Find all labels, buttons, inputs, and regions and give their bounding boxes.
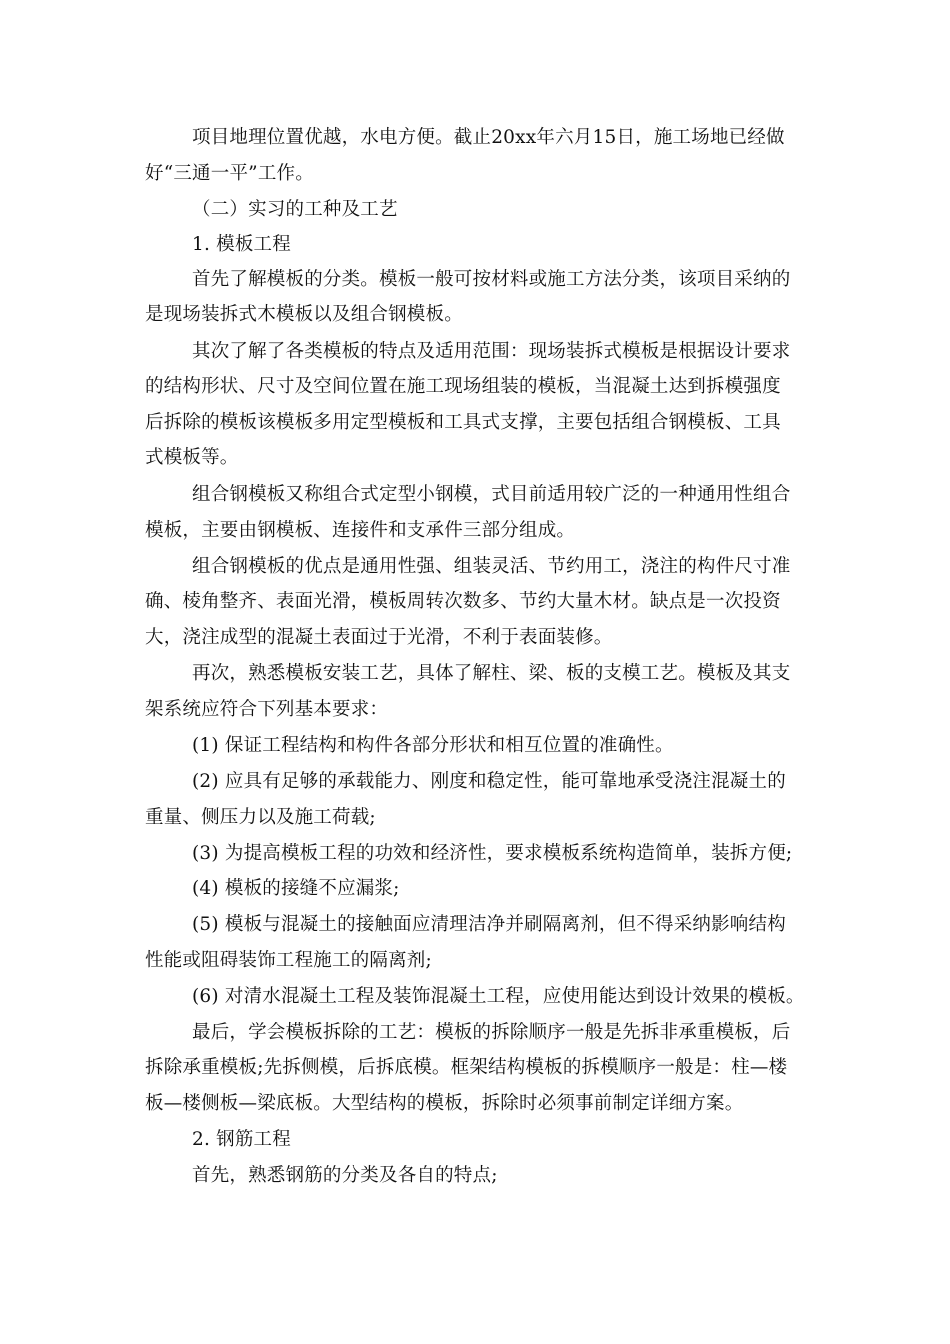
paragraph-line: 再次，熟悉模板安装工艺，具体了解柱、梁、板的支模工艺。模板及其支 [192,663,791,684]
paragraph-line: 好“三通一平”工作。 [145,163,314,184]
paragraph-line: 重量、侧压力以及施工荷载; [145,807,376,828]
paragraph-line: 拆除承重模板;先拆侧模，后拆底模。框架结构模板的拆模顺序一般是：柱—楼 [145,1057,788,1078]
list-item: (2) 应具有足够的承载能力、刚度和稳定性，能可靠地承受浇注混凝土的 [192,771,786,792]
paragraph-line: 式模板等。 [145,447,239,468]
list-item: (1) 保证工程结构和构件各部分形状和相互位置的准确性。 [192,735,674,756]
paragraph-line: 确、棱角整齐、表面光滑，模板周转次数多、节约大量木材。缺点是一次投资 [145,591,781,612]
paragraph-line: 板—楼侧板—梁底板。大型结构的模板，拆除时必须事前制定详细方案。 [145,1093,744,1114]
paragraph-line: 大，浇注成型的混凝土表面过于光滑，不利于表面装修。 [145,627,613,648]
list-item: (5) 模板与混凝土的接触面应清理洁净并刷隔离剂，但不得采纳影响结构 [192,914,786,935]
subsection-heading: 2. 钢筋工程 [192,1129,291,1150]
paragraph-line: 是现场装拆式木模板以及组合钢模板。 [145,304,463,325]
paragraph-line: 后拆除的模板该模板多用定型模板和工具式支撑，主要包括组合钢模板、工具 [145,412,781,433]
paragraph-line: 首先了解模板的分类。模板一般可按材料或施工方法分类，该项目采纳的 [192,269,791,290]
paragraph-line: 其次了解了各类模板的特点及适用范围：现场装拆式模板是根据设计要求 [192,341,791,362]
paragraph-line: 的结构形状、尺寸及空间位置在施工现场组装的模板，当混凝土达到拆模强度 [145,376,781,397]
paragraph-line: 组合钢模板的优点是通用性强、组装灵活、节约用工，浇注的构件尺寸准 [192,556,791,577]
paragraph-line: 项目地理位置优越，水电方便。截止20xx年六月15日，施工场地已经做 [192,127,785,148]
paragraph-line: 模板，主要由钢模板、连接件和支承件三部分组成。 [145,520,576,541]
subsection-heading: 1. 模板工程 [192,234,291,255]
section-heading: （二）实习的工种及工艺 [192,199,398,220]
list-item: (6) 对清水混凝土工程及装饰混凝土工程，应使用能达到设计效果的模板。 [192,986,805,1007]
list-item: (4) 模板的接缝不应漏浆; [192,878,400,899]
paragraph-line: 首先，熟悉钢筋的分类及各自的特点; [192,1165,498,1186]
paragraph-line: 组合钢模板又称组合式定型小钢模，式目前适用较广泛的一种通用性组合 [192,484,791,505]
paragraph-line: 性能或阻碍装饰工程施工的隔离剂; [145,950,432,971]
list-item: (3) 为提高模板工程的功效和经济性，要求模板系统构造简单，装拆方便; [192,843,793,864]
paragraph-line: 架系统应符合下列基本要求： [145,699,389,720]
paragraph-line: 最后，学会模板拆除的工艺：模板的拆除顺序一般是先拆非承重模板，后 [192,1022,791,1043]
